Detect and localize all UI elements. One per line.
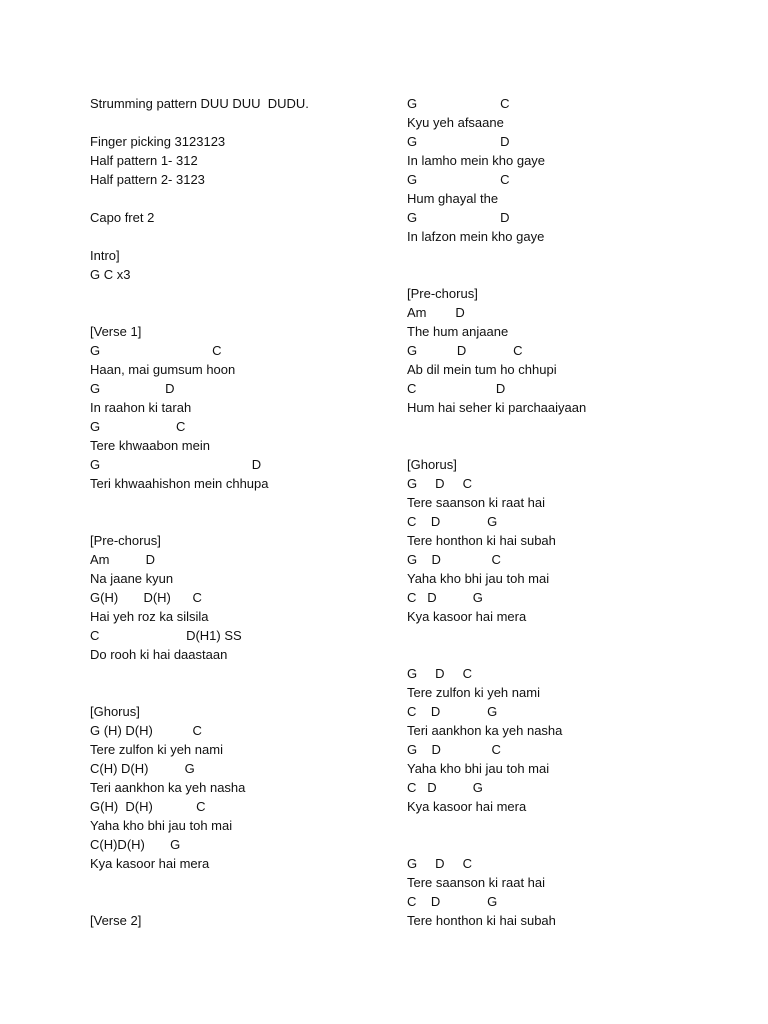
lyric-line: C D G xyxy=(407,704,498,719)
lyric-line: Kyu yeh afsaane xyxy=(407,115,504,130)
lyric-line xyxy=(90,664,410,683)
lyric-line: C D G xyxy=(407,894,498,909)
lyric-line: Intro] xyxy=(90,248,120,263)
lyric-line: G D C xyxy=(407,856,473,871)
lyric-line: G D C xyxy=(407,552,501,567)
lyric-line xyxy=(90,493,410,512)
lyric-line: G D xyxy=(90,381,175,396)
lyric-line xyxy=(407,645,727,664)
lyric-line: G(H) D(H) C xyxy=(90,799,206,814)
lyric-line: Yaha kho bhi jau toh mai xyxy=(407,571,550,586)
lyric-line: In lamho mein kho gaye xyxy=(407,153,546,168)
lyric-line: Finger picking 3123123 xyxy=(90,134,226,149)
lyric-line: Am D xyxy=(90,552,156,567)
lyric-line xyxy=(90,892,410,911)
lyric-line: The hum anjaane xyxy=(407,324,509,339)
lyric-line xyxy=(407,835,727,854)
lyric-line: In lafzon mein kho gaye xyxy=(407,229,545,244)
lyric-line: Ab dil mein tum ho chhupi xyxy=(407,362,557,377)
lyric-line xyxy=(90,227,410,246)
lyric-line: Hai yeh roz ka silsila xyxy=(90,609,209,624)
lyric-line: [Pre-chorus] xyxy=(407,286,478,301)
lyric-line: [Ghorus] xyxy=(90,704,140,719)
lyric-line: C D G xyxy=(407,780,483,795)
lyric-line xyxy=(407,626,727,645)
lyric-line: G C xyxy=(407,172,510,187)
lyric-line: G(H) D(H) C xyxy=(90,590,202,605)
lyric-line xyxy=(90,303,410,322)
lyric-line: Yaha kho bhi jau toh mai xyxy=(90,818,233,833)
lyric-line xyxy=(90,873,410,892)
lyric-line: Strumming pattern DUU DUU DUDU. xyxy=(90,96,309,111)
lyric-line: Half pattern 2- 3123 xyxy=(90,172,205,187)
right-text-column xyxy=(407,94,727,930)
lyric-line xyxy=(407,417,727,436)
lyric-line: Tere zulfon ki yeh nami xyxy=(407,685,540,700)
lyric-line: [Pre-chorus] xyxy=(90,533,161,548)
lyric-line: [Verse 1] xyxy=(90,324,142,339)
lyric-line: C D(H1) SS xyxy=(90,628,242,643)
lyric-line: C D G xyxy=(407,514,498,529)
lyric-line: G D C xyxy=(407,742,501,757)
lyric-line: Tere honthon ki hai subah xyxy=(407,533,556,548)
lyric-line: Tere saanson ki raat hai xyxy=(407,495,546,510)
lyric-line: G D xyxy=(407,210,510,225)
lyric-line xyxy=(90,512,410,531)
lyric-line: C D xyxy=(407,381,506,396)
lyric-line xyxy=(90,189,410,208)
left-text-column xyxy=(90,94,410,930)
lyric-line: Tere khwaabon mein xyxy=(90,438,210,453)
lyric-line: Hum hai seher ki parchaaiyaan xyxy=(407,400,587,415)
lyric-line: Tere honthon ki hai subah xyxy=(407,913,556,928)
lyric-line: Hum ghayal the xyxy=(407,191,499,206)
lyric-line: G C xyxy=(90,343,222,358)
lyric-line: Do rooh ki hai daastaan xyxy=(90,647,228,662)
lyric-line: G D C xyxy=(407,476,473,491)
lyric-line xyxy=(90,284,410,303)
lyric-line: Tere zulfon ki yeh nami xyxy=(90,742,223,757)
lyric-line xyxy=(407,816,727,835)
lyric-line: Haan, mai gumsum hoon xyxy=(90,362,236,377)
lyric-line: G C xyxy=(90,419,186,434)
lyric-line: [Ghorus] xyxy=(407,457,457,472)
lyric-line: In raahon ki tarah xyxy=(90,400,192,415)
lyric-line: G D xyxy=(90,457,262,472)
lyric-line: G (H) D(H) C xyxy=(90,723,202,738)
lyric-line: Na jaane kyun xyxy=(90,571,174,586)
lyric-line: C(H)D(H) G xyxy=(90,837,181,852)
lyric-line: Capo fret 2 xyxy=(90,210,155,225)
lyric-line: Yaha kho bhi jau toh mai xyxy=(407,761,550,776)
lyric-line: G D C xyxy=(407,343,523,358)
lyric-line: G C x3 xyxy=(90,267,131,282)
lyric-line: C(H) D(H) G xyxy=(90,761,195,776)
lyric-line: G D xyxy=(407,134,510,149)
lyric-line: Tere saanson ki raat hai xyxy=(407,875,546,890)
lyric-line: Teri aankhon ka yeh nasha xyxy=(90,780,246,795)
lyric-line xyxy=(407,436,727,455)
lyric-line xyxy=(90,683,410,702)
lyric-line: Half pattern 1- 312 xyxy=(90,153,198,168)
lyric-line xyxy=(407,265,727,284)
lyric-line xyxy=(90,113,410,132)
lyric-line xyxy=(407,246,727,265)
lyric-line: G C xyxy=(407,96,510,111)
lyric-line: C D G xyxy=(407,590,483,605)
lyric-line: G D C xyxy=(407,666,473,681)
lyric-line: Kya kasoor hai mera xyxy=(407,609,527,624)
lyric-line: [Verse 2] xyxy=(90,913,142,928)
lyric-line: Kya kasoor hai mera xyxy=(407,799,527,814)
lyric-line: Am D xyxy=(407,305,465,320)
lyric-line: Teri khwaahishon mein chhupa xyxy=(90,476,269,491)
lyric-line: Kya kasoor hai mera xyxy=(90,856,210,871)
lyric-line: Teri aankhon ka yeh nasha xyxy=(407,723,563,738)
